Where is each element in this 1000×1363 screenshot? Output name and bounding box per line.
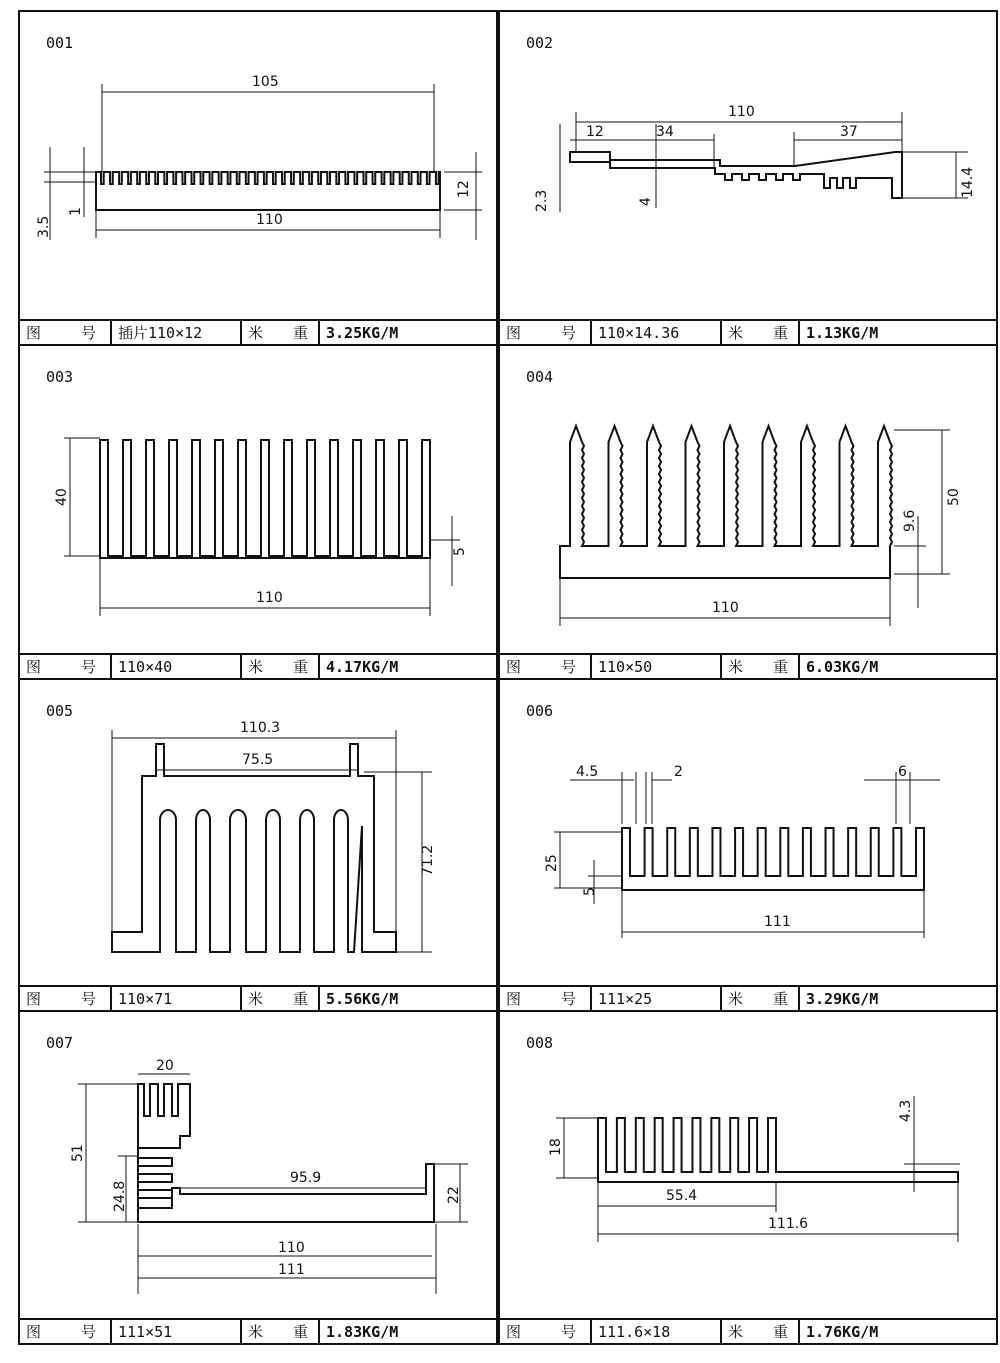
dim-22: 22: [446, 1186, 462, 1204]
dim-12: 12: [586, 124, 604, 140]
dim-1: 1: [68, 207, 84, 216]
dim-2-3: 2.3: [534, 189, 550, 212]
weight-label: 米 重: [242, 321, 320, 344]
weight-value: 6.03KG/M: [806, 657, 879, 676]
dim-4: 4: [638, 197, 654, 206]
panel-number: 003: [46, 368, 74, 386]
profile-drawing-002: [500, 12, 1000, 322]
panel-004: [498, 344, 998, 680]
dim-25: 25: [544, 854, 560, 872]
title-bar: [20, 319, 496, 344]
title-bar: 图 号 110×71 米 重 5.56KG/M: [20, 985, 496, 1010]
dim-3-5: 3.5: [36, 215, 52, 238]
dim-95-9: 95.9: [290, 1170, 322, 1186]
dim-110: 110: [278, 1240, 305, 1256]
weight-value: 1.83KG/M: [326, 1322, 399, 1341]
dim-20: 20: [156, 1058, 174, 1074]
title-bar: 图 号 110×40 米 重 4.17KG/M: [20, 653, 496, 678]
dim-111: 111: [764, 914, 791, 930]
dim-75-5: 75.5: [242, 752, 274, 768]
panel-008: [498, 1010, 998, 1345]
dim-6: 6: [898, 764, 907, 780]
dim-12: 12: [456, 180, 472, 198]
profile-size: 110×50: [592, 655, 722, 678]
drawing-sheet: [18, 10, 998, 1345]
profile-drawing-008: [500, 1012, 1000, 1322]
panel-007: [18, 1010, 498, 1345]
panel-number: 002: [526, 34, 554, 52]
weight-value: 3.29KG/M: [806, 989, 879, 1008]
dim-110: 110: [728, 104, 755, 120]
panel-number: 007: [46, 1034, 74, 1052]
dim-24-8: 24.8: [112, 1180, 128, 1212]
panel-005: [18, 678, 498, 1012]
dim-5: 5: [582, 887, 598, 896]
title-bar: 图 号 111.6×18 米 重 1.76KG/M: [500, 1318, 996, 1343]
dim-34: 34: [656, 124, 674, 140]
dim-4-3: 4.3: [898, 1099, 914, 1122]
weight-value: 4.17KG/M: [326, 657, 399, 676]
profile-drawing-007: [20, 1012, 500, 1322]
profile-size: 111×51: [112, 1320, 242, 1343]
dim-40: 40: [54, 488, 70, 506]
title-bar: 图 号 111×25 米 重 3.29KG/M: [500, 985, 996, 1010]
title-bar: 图 号 110×50 米 重 6.03KG/M: [500, 653, 996, 678]
panel-001: [18, 10, 498, 346]
dim-71-2: 71.2: [420, 844, 436, 876]
profile-size: 111.6×18: [592, 1320, 722, 1343]
dim-110: 110: [256, 212, 283, 228]
panel-006: [498, 678, 998, 1012]
profile-size: 插片110×12: [112, 321, 242, 344]
dim-110: 110: [256, 590, 283, 606]
dim-2: 2: [674, 764, 683, 780]
panel-number: 006: [526, 702, 554, 720]
panel-003: [18, 344, 498, 680]
panel-002: [498, 10, 998, 346]
dim-50: 50: [946, 488, 962, 506]
profile-drawing-005: [20, 680, 500, 990]
title-bar: 图 号 111×51 米 重 1.83KG/M: [20, 1318, 496, 1343]
panel-number: 008: [526, 1034, 554, 1052]
dim-111: 111: [278, 1262, 305, 1278]
dim-105: 105: [252, 74, 279, 90]
dim-51: 51: [70, 1144, 86, 1162]
profile-drawing-004: [500, 346, 1000, 656]
dim-5: 5: [452, 547, 468, 556]
panel-number: 005: [46, 702, 74, 720]
weight-value: 3.25KG/M: [326, 323, 399, 342]
dim-110: 110: [712, 600, 739, 616]
dim-4-5: 4.5: [576, 764, 599, 780]
panel-number: 001: [46, 34, 74, 52]
drawing-no-label: 图 号: [20, 321, 112, 344]
dim-55-4: 55.4: [666, 1188, 698, 1204]
profile-drawing-006: [500, 680, 1000, 990]
dim-18: 18: [548, 1138, 564, 1156]
profile-size: 110×14.36: [592, 321, 722, 344]
weight-value: 1.76KG/M: [806, 1322, 879, 1341]
profile-size: 111×25: [592, 987, 722, 1010]
dim-9-6: 9.6: [902, 509, 918, 532]
profile-drawing-001: [20, 12, 500, 322]
dim-111-6: 111.6: [768, 1216, 809, 1232]
dim-110-3: 110.3: [240, 720, 281, 736]
title-bar: 图 号 110×14.36 米 重 1.13KG/M: [500, 319, 996, 344]
profile-size: 110×40: [112, 655, 242, 678]
weight-value: 5.56KG/M: [326, 989, 399, 1008]
profile-drawing-003: [20, 346, 500, 656]
dim-14-4: 14.4: [960, 166, 976, 198]
panel-number: 004: [526, 368, 554, 386]
weight-value: 1.13KG/M: [806, 323, 879, 342]
dim-37: 37: [840, 124, 858, 140]
profile-size: 110×71: [112, 987, 242, 1010]
